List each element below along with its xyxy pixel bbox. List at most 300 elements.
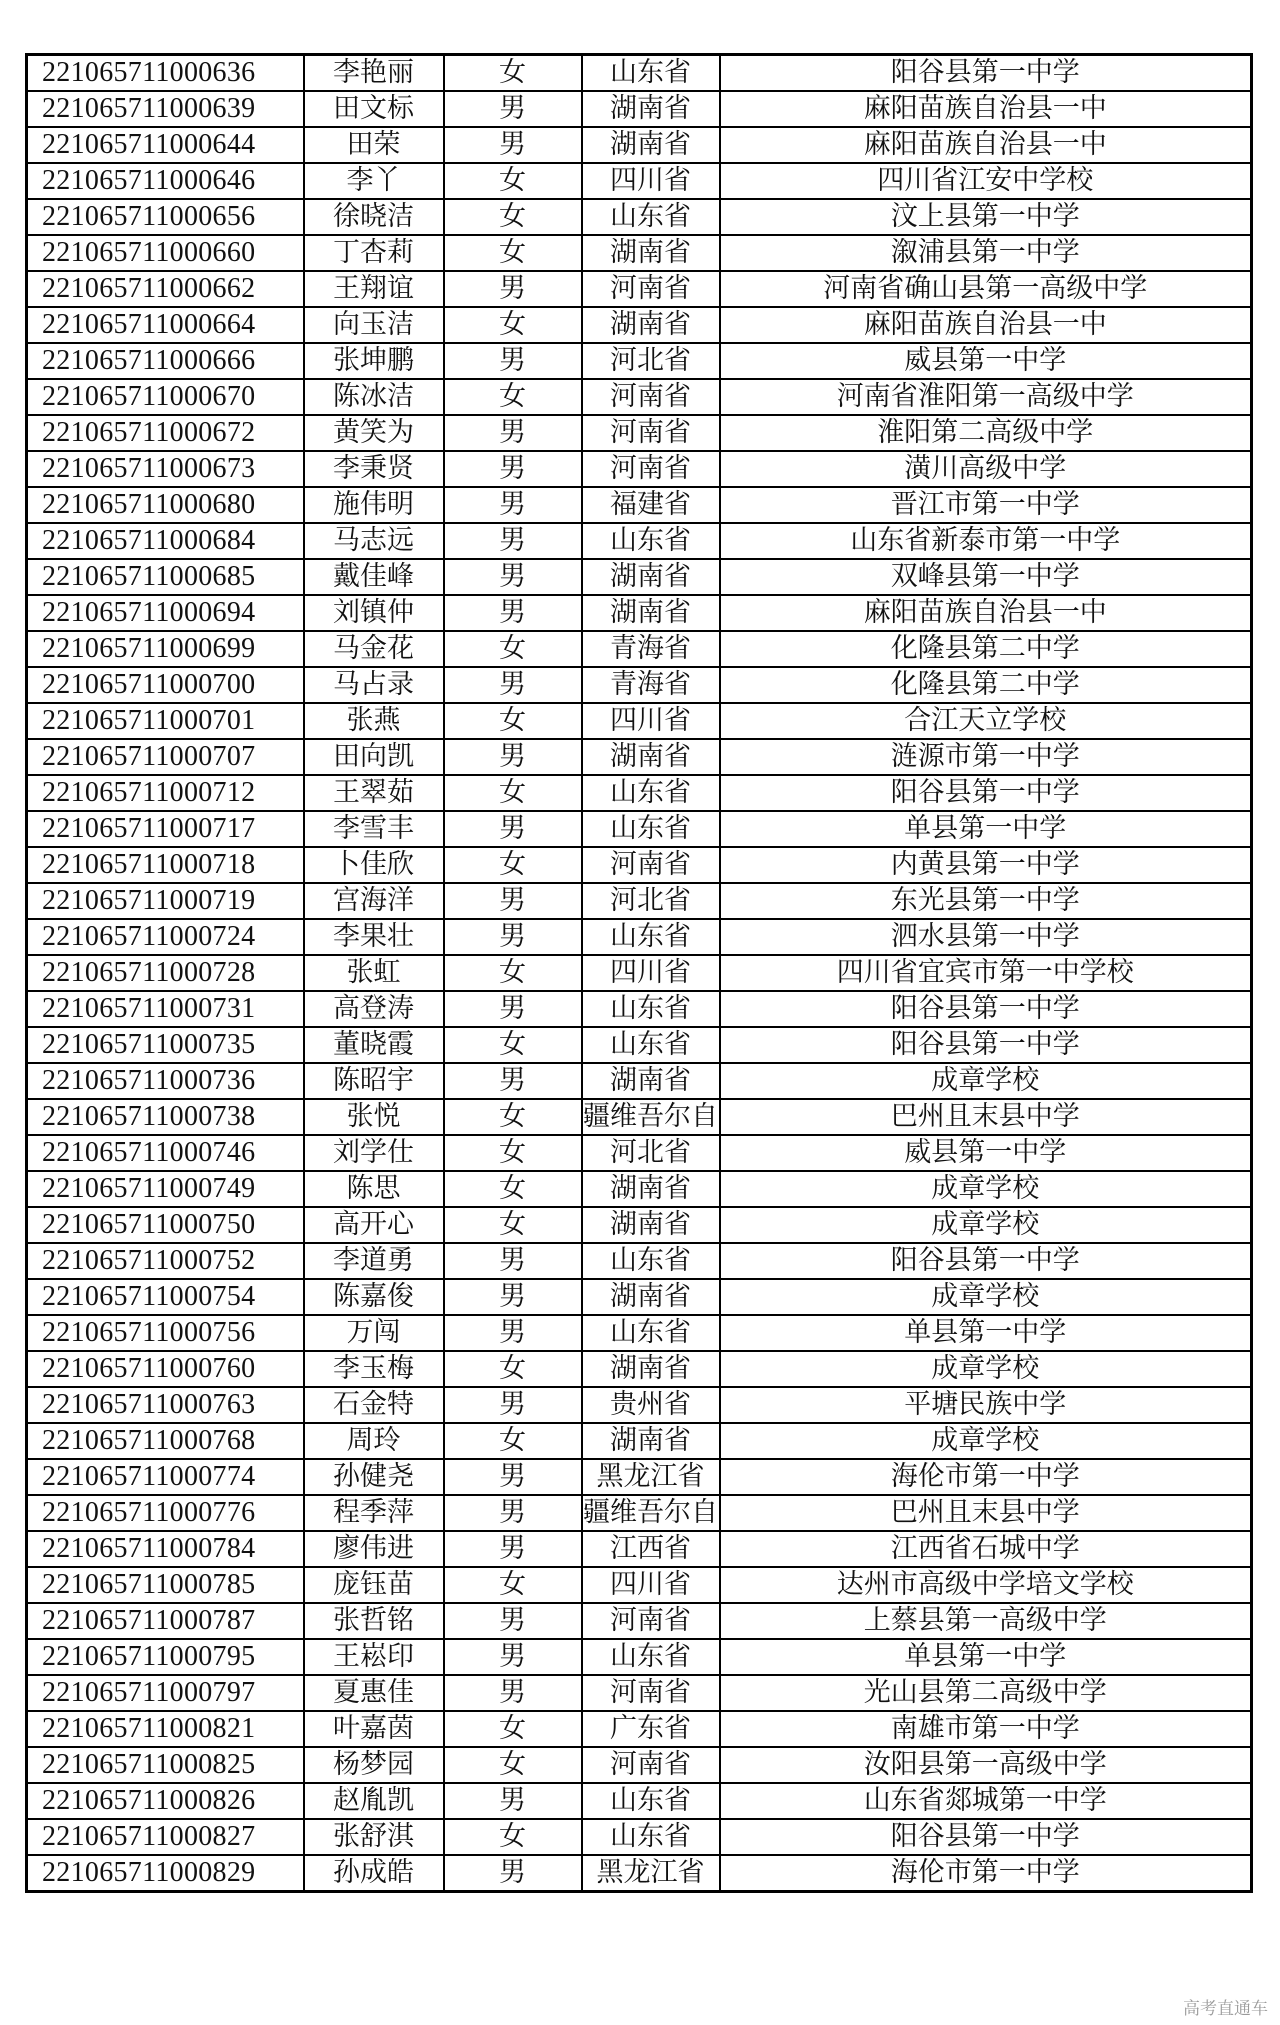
school-cell: 泗水县第一中学: [720, 919, 1252, 955]
student-name-cell: 万闯: [304, 1315, 444, 1351]
candidate-id-cell: 221065711000784: [27, 1531, 304, 1567]
gender-cell: 男: [444, 667, 582, 703]
school-cell: 光山县第二高级中学: [720, 1675, 1252, 1711]
table-row: [27, 1027, 1252, 1063]
student-name-cell: 陈昭宇: [304, 1063, 444, 1099]
gender-cell: 男: [444, 1243, 582, 1279]
student-name-cell: 张舒淇: [304, 1819, 444, 1855]
table-row: [27, 1711, 1252, 1747]
gender-cell: 男: [444, 883, 582, 919]
school-cell: 山东省新泰市第一中学: [720, 523, 1252, 559]
gender-cell: 女: [444, 379, 582, 415]
province-cell: 山东省: [582, 199, 720, 235]
province-cell: 河南省: [582, 451, 720, 487]
candidate-id-cell: 221065711000797: [27, 1675, 304, 1711]
province-cell: 疆维吾尔自: [582, 1099, 720, 1135]
table-row: [27, 271, 1252, 307]
table-row: [27, 595, 1252, 631]
school-cell: 四川省江安中学校: [720, 163, 1252, 199]
school-cell: 麻阳苗族自治县一中: [720, 91, 1252, 127]
province-cell: 河南省: [582, 1675, 720, 1711]
province-cell: 山东省: [582, 1315, 720, 1351]
candidate-id-cell: 221065711000728: [27, 955, 304, 991]
gender-cell: 女: [444, 1135, 582, 1171]
candidate-id-cell: 221065711000825: [27, 1747, 304, 1783]
student-name-cell: 田文标: [304, 91, 444, 127]
table-row: [27, 1135, 1252, 1171]
candidate-id-cell: 221065711000718: [27, 847, 304, 883]
province-cell: 湖南省: [582, 307, 720, 343]
school-cell: 成章学校: [720, 1423, 1252, 1459]
province-cell: 湖南省: [582, 1171, 720, 1207]
province-cell: 河南省: [582, 271, 720, 307]
gender-cell: 女: [444, 1207, 582, 1243]
table-row: [27, 379, 1252, 415]
student-name-cell: 孙健尧: [304, 1459, 444, 1495]
province-cell: 湖南省: [582, 559, 720, 595]
table-row: [27, 1387, 1252, 1423]
student-name-cell: 庞钰苗: [304, 1567, 444, 1603]
student-name-cell: 杨梦园: [304, 1747, 444, 1783]
province-cell: 青海省: [582, 667, 720, 703]
candidate-id-cell: 221065711000712: [27, 775, 304, 811]
province-cell: 山东省: [582, 523, 720, 559]
school-cell: 成章学校: [720, 1063, 1252, 1099]
candidate-id-cell: 221065711000776: [27, 1495, 304, 1531]
table-row: [27, 991, 1252, 1027]
school-cell: 成章学校: [720, 1171, 1252, 1207]
gender-cell: 男: [444, 1459, 582, 1495]
gender-cell: 男: [444, 1783, 582, 1819]
student-name-cell: 施伟明: [304, 487, 444, 523]
watermark-text: 高考直通车: [1183, 1999, 1268, 2019]
province-cell: 河北省: [582, 343, 720, 379]
candidate-id-cell: 221065711000656: [27, 199, 304, 235]
student-roster-table: [25, 53, 1253, 1893]
gender-cell: 女: [444, 55, 582, 92]
student-name-cell: 夏惠佳: [304, 1675, 444, 1711]
table-row: [27, 739, 1252, 775]
student-name-cell: 张哲铭: [304, 1603, 444, 1639]
candidate-id-cell: 221065711000644: [27, 127, 304, 163]
table-row: [27, 775, 1252, 811]
gender-cell: 女: [444, 631, 582, 667]
student-name-cell: 田荣: [304, 127, 444, 163]
candidate-id-cell: 221065711000750: [27, 1207, 304, 1243]
school-cell: 东光县第一中学: [720, 883, 1252, 919]
candidate-id-cell: 221065711000719: [27, 883, 304, 919]
school-cell: 巴州且末县中学: [720, 1495, 1252, 1531]
gender-cell: 女: [444, 955, 582, 991]
province-cell: 四川省: [582, 955, 720, 991]
gender-cell: 男: [444, 1315, 582, 1351]
table-row: [27, 1567, 1252, 1603]
province-cell: 贵州省: [582, 1387, 720, 1423]
table-row: [27, 1207, 1252, 1243]
school-cell: 汶上县第一中学: [720, 199, 1252, 235]
student-name-cell: 高开心: [304, 1207, 444, 1243]
school-cell: 威县第一中学: [720, 343, 1252, 379]
student-name-cell: 向玉洁: [304, 307, 444, 343]
school-cell: 化隆县第二中学: [720, 631, 1252, 667]
student-name-cell: 马金花: [304, 631, 444, 667]
gender-cell: 男: [444, 1279, 582, 1315]
candidate-id-cell: 221065711000735: [27, 1027, 304, 1063]
school-cell: 成章学校: [720, 1279, 1252, 1315]
school-cell: 巴州且末县中学: [720, 1099, 1252, 1135]
student-name-cell: 李秉贤: [304, 451, 444, 487]
student-name-cell: 黄笑为: [304, 415, 444, 451]
student-name-cell: 程季萍: [304, 1495, 444, 1531]
gender-cell: 男: [444, 523, 582, 559]
province-cell: 四川省: [582, 1567, 720, 1603]
school-cell: 河南省确山县第一高级中学: [720, 271, 1252, 307]
gender-cell: 女: [444, 1099, 582, 1135]
gender-cell: 男: [444, 487, 582, 523]
school-cell: 潢川高级中学: [720, 451, 1252, 487]
table-row: [27, 1063, 1252, 1099]
gender-cell: 男: [444, 1495, 582, 1531]
table-row: [27, 811, 1252, 847]
table-row: [27, 1639, 1252, 1675]
table-row: [27, 199, 1252, 235]
candidate-id-cell: 221065711000673: [27, 451, 304, 487]
candidate-id-cell: 221065711000736: [27, 1063, 304, 1099]
student-name-cell: 马占录: [304, 667, 444, 703]
table-row: [27, 1603, 1252, 1639]
student-name-cell: 张燕: [304, 703, 444, 739]
table-row: [27, 91, 1252, 127]
province-cell: 山东省: [582, 1243, 720, 1279]
gender-cell: 男: [444, 739, 582, 775]
student-name-cell: 马志远: [304, 523, 444, 559]
student-name-cell: 李丫: [304, 163, 444, 199]
student-name-cell: 卜佳欣: [304, 847, 444, 883]
candidate-id-cell: 221065711000826: [27, 1783, 304, 1819]
province-cell: 疆维吾尔自: [582, 1495, 720, 1531]
gender-cell: 女: [444, 1171, 582, 1207]
province-cell: 河南省: [582, 847, 720, 883]
gender-cell: 男: [444, 415, 582, 451]
table-row: [27, 451, 1252, 487]
school-cell: 阳谷县第一中学: [720, 1027, 1252, 1063]
school-cell: 河南省淮阳第一高级中学: [720, 379, 1252, 415]
table-row: [27, 559, 1252, 595]
student-name-cell: 高登涛: [304, 991, 444, 1027]
candidate-id-cell: 221065711000821: [27, 1711, 304, 1747]
school-cell: 阳谷县第一中学: [720, 991, 1252, 1027]
school-cell: 麻阳苗族自治县一中: [720, 127, 1252, 163]
school-cell: 阳谷县第一中学: [720, 1819, 1252, 1855]
candidate-id-cell: 221065711000646: [27, 163, 304, 199]
candidate-id-cell: 221065711000694: [27, 595, 304, 631]
candidate-id-cell: 221065711000827: [27, 1819, 304, 1855]
school-cell: 麻阳苗族自治县一中: [720, 307, 1252, 343]
candidate-id-cell: 221065711000660: [27, 235, 304, 271]
school-cell: 南雄市第一中学: [720, 1711, 1252, 1747]
table-row: [27, 523, 1252, 559]
province-cell: 湖南省: [582, 1351, 720, 1387]
student-name-cell: 刘学仕: [304, 1135, 444, 1171]
table-row: [27, 847, 1252, 883]
province-cell: 江西省: [582, 1531, 720, 1567]
province-cell: 河南省: [582, 415, 720, 451]
table-row: [27, 55, 1252, 92]
province-cell: 广东省: [582, 1711, 720, 1747]
gender-cell: 男: [444, 127, 582, 163]
student-name-cell: 宫海洋: [304, 883, 444, 919]
school-cell: 单县第一中学: [720, 1315, 1252, 1351]
school-cell: 四川省宜宾市第一中学校: [720, 955, 1252, 991]
gender-cell: 男: [444, 1603, 582, 1639]
candidate-id-cell: 221065711000662: [27, 271, 304, 307]
province-cell: 湖南省: [582, 739, 720, 775]
student-name-cell: 丁杏莉: [304, 235, 444, 271]
candidate-id-cell: 221065711000768: [27, 1423, 304, 1459]
gender-cell: 女: [444, 1711, 582, 1747]
gender-cell: 男: [444, 595, 582, 631]
roster-body: [27, 55, 1252, 1892]
gender-cell: 女: [444, 847, 582, 883]
province-cell: 湖南省: [582, 595, 720, 631]
gender-cell: 男: [444, 343, 582, 379]
student-name-cell: 孙成皓: [304, 1855, 444, 1892]
student-name-cell: 叶嘉茵: [304, 1711, 444, 1747]
student-name-cell: 赵胤凯: [304, 1783, 444, 1819]
school-cell: 威县第一中学: [720, 1135, 1252, 1171]
roster-sheet: [25, 53, 1250, 1893]
table-row: [27, 883, 1252, 919]
province-cell: 山东省: [582, 811, 720, 847]
province-cell: 黑龙江省: [582, 1459, 720, 1495]
student-name-cell: 刘镇仲: [304, 595, 444, 631]
gender-cell: 男: [444, 1675, 582, 1711]
school-cell: 阳谷县第一中学: [720, 1243, 1252, 1279]
province-cell: 黑龙江省: [582, 1855, 720, 1892]
student-name-cell: 田向凯: [304, 739, 444, 775]
province-cell: 河南省: [582, 379, 720, 415]
candidate-id-cell: 221065711000684: [27, 523, 304, 559]
school-cell: 海伦市第一中学: [720, 1855, 1252, 1892]
school-cell: 上蔡县第一高级中学: [720, 1603, 1252, 1639]
table-row: [27, 667, 1252, 703]
province-cell: 河南省: [582, 1747, 720, 1783]
gender-cell: 男: [444, 919, 582, 955]
school-cell: 溆浦县第一中学: [720, 235, 1252, 271]
province-cell: 山东省: [582, 1639, 720, 1675]
student-name-cell: 陈思: [304, 1171, 444, 1207]
table-row: [27, 1423, 1252, 1459]
province-cell: 湖南省: [582, 235, 720, 271]
province-cell: 山东省: [582, 1819, 720, 1855]
province-cell: 山东省: [582, 775, 720, 811]
gender-cell: 女: [444, 235, 582, 271]
table-row: [27, 415, 1252, 451]
student-name-cell: 张悦: [304, 1099, 444, 1135]
gender-cell: 男: [444, 811, 582, 847]
province-cell: 福建省: [582, 487, 720, 523]
table-row: [27, 703, 1252, 739]
candidate-id-cell: 221065711000795: [27, 1639, 304, 1675]
candidate-id-cell: 221065711000701: [27, 703, 304, 739]
table-row: [27, 343, 1252, 379]
gender-cell: 男: [444, 271, 582, 307]
student-name-cell: 王翔谊: [304, 271, 444, 307]
gender-cell: 女: [444, 1423, 582, 1459]
table-row: [27, 1855, 1252, 1892]
province-cell: 湖南省: [582, 1279, 720, 1315]
gender-cell: 男: [444, 1639, 582, 1675]
table-row: [27, 1531, 1252, 1567]
table-row: [27, 919, 1252, 955]
gender-cell: 女: [444, 703, 582, 739]
candidate-id-cell: 221065711000731: [27, 991, 304, 1027]
gender-cell: 女: [444, 1027, 582, 1063]
gender-cell: 女: [444, 163, 582, 199]
school-cell: 成章学校: [720, 1351, 1252, 1387]
gender-cell: 女: [444, 1819, 582, 1855]
gender-cell: 女: [444, 1747, 582, 1783]
student-name-cell: 李玉梅: [304, 1351, 444, 1387]
school-cell: 成章学校: [720, 1207, 1252, 1243]
candidate-id-cell: 221065711000724: [27, 919, 304, 955]
student-name-cell: 王崧印: [304, 1639, 444, 1675]
student-name-cell: 李道勇: [304, 1243, 444, 1279]
candidate-id-cell: 221065711000763: [27, 1387, 304, 1423]
school-cell: 内黄县第一中学: [720, 847, 1252, 883]
province-cell: 湖南省: [582, 1423, 720, 1459]
school-cell: 汝阳县第一高级中学: [720, 1747, 1252, 1783]
table-row: [27, 1819, 1252, 1855]
candidate-id-cell: 221065711000746: [27, 1135, 304, 1171]
table-row: [27, 1315, 1252, 1351]
school-cell: 单县第一中学: [720, 811, 1252, 847]
table-row: [27, 955, 1252, 991]
school-cell: 双峰县第一中学: [720, 559, 1252, 595]
table-row: [27, 307, 1252, 343]
school-cell: 山东省郯城第一中学: [720, 1783, 1252, 1819]
student-name-cell: 陈嘉俊: [304, 1279, 444, 1315]
school-cell: 麻阳苗族自治县一中: [720, 595, 1252, 631]
candidate-id-cell: 221065711000829: [27, 1855, 304, 1892]
student-name-cell: 董晓霞: [304, 1027, 444, 1063]
gender-cell: 男: [444, 91, 582, 127]
table-row: [27, 1675, 1252, 1711]
candidate-id-cell: 221065711000752: [27, 1243, 304, 1279]
gender-cell: 女: [444, 307, 582, 343]
gender-cell: 男: [444, 1855, 582, 1892]
candidate-id-cell: 221065711000636: [27, 55, 304, 92]
province-cell: 山东省: [582, 55, 720, 92]
table-row: [27, 127, 1252, 163]
candidate-id-cell: 221065711000664: [27, 307, 304, 343]
table-row: [27, 1459, 1252, 1495]
gender-cell: 男: [444, 1063, 582, 1099]
candidate-id-cell: 221065711000670: [27, 379, 304, 415]
candidate-id-cell: 221065711000685: [27, 559, 304, 595]
province-cell: 湖南省: [582, 1207, 720, 1243]
school-cell: 淮阳第二高级中学: [720, 415, 1252, 451]
candidate-id-cell: 221065711000738: [27, 1099, 304, 1135]
province-cell: 湖南省: [582, 91, 720, 127]
student-name-cell: 李雪丰: [304, 811, 444, 847]
table-row: [27, 631, 1252, 667]
school-cell: 阳谷县第一中学: [720, 775, 1252, 811]
student-name-cell: 张坤鹏: [304, 343, 444, 379]
province-cell: 四川省: [582, 703, 720, 739]
province-cell: 河北省: [582, 1135, 720, 1171]
gender-cell: 男: [444, 1387, 582, 1423]
table-row: [27, 1171, 1252, 1207]
student-name-cell: 李果壮: [304, 919, 444, 955]
table-row: [27, 1099, 1252, 1135]
province-cell: 山东省: [582, 991, 720, 1027]
student-name-cell: 石金特: [304, 1387, 444, 1423]
province-cell: 河南省: [582, 1603, 720, 1639]
gender-cell: 女: [444, 199, 582, 235]
school-cell: 平塘民族中学: [720, 1387, 1252, 1423]
table-row: [27, 1351, 1252, 1387]
gender-cell: 男: [444, 1531, 582, 1567]
province-cell: 山东省: [582, 1027, 720, 1063]
student-name-cell: 戴佳峰: [304, 559, 444, 595]
candidate-id-cell: 221065711000749: [27, 1171, 304, 1207]
student-name-cell: 李艳丽: [304, 55, 444, 92]
school-cell: 单县第一中学: [720, 1639, 1252, 1675]
school-cell: 达州市高级中学培文学校: [720, 1567, 1252, 1603]
table-row: [27, 163, 1252, 199]
school-cell: 阳谷县第一中学: [720, 55, 1252, 92]
student-name-cell: 周玲: [304, 1423, 444, 1459]
candidate-id-cell: 221065711000717: [27, 811, 304, 847]
table-row: [27, 1279, 1252, 1315]
school-cell: 涟源市第一中学: [720, 739, 1252, 775]
gender-cell: 女: [444, 1351, 582, 1387]
school-cell: 化隆县第二中学: [720, 667, 1252, 703]
candidate-id-cell: 221065711000756: [27, 1315, 304, 1351]
table-row: [27, 487, 1252, 523]
table-row: [27, 1747, 1252, 1783]
province-cell: 青海省: [582, 631, 720, 667]
table-row: [27, 1495, 1252, 1531]
gender-cell: 男: [444, 559, 582, 595]
province-cell: 四川省: [582, 163, 720, 199]
table-row: [27, 1243, 1252, 1279]
candidate-id-cell: 221065711000672: [27, 415, 304, 451]
gender-cell: 女: [444, 1567, 582, 1603]
province-cell: 湖南省: [582, 1063, 720, 1099]
school-cell: 合江天立学校: [720, 703, 1252, 739]
province-cell: 湖南省: [582, 127, 720, 163]
gender-cell: 男: [444, 451, 582, 487]
candidate-id-cell: 221065711000760: [27, 1351, 304, 1387]
candidate-id-cell: 221065711000700: [27, 667, 304, 703]
table-row: [27, 235, 1252, 271]
candidate-id-cell: 221065711000666: [27, 343, 304, 379]
school-cell: 江西省石城中学: [720, 1531, 1252, 1567]
school-cell: 海伦市第一中学: [720, 1459, 1252, 1495]
candidate-id-cell: 221065711000774: [27, 1459, 304, 1495]
province-cell: 河北省: [582, 883, 720, 919]
school-cell: 晋江市第一中学: [720, 487, 1252, 523]
candidate-id-cell: 221065711000699: [27, 631, 304, 667]
gender-cell: 男: [444, 991, 582, 1027]
student-name-cell: 王翠茹: [304, 775, 444, 811]
table-row: [27, 1783, 1252, 1819]
province-cell: 山东省: [582, 1783, 720, 1819]
gender-cell: 女: [444, 775, 582, 811]
student-name-cell: 徐晓洁: [304, 199, 444, 235]
